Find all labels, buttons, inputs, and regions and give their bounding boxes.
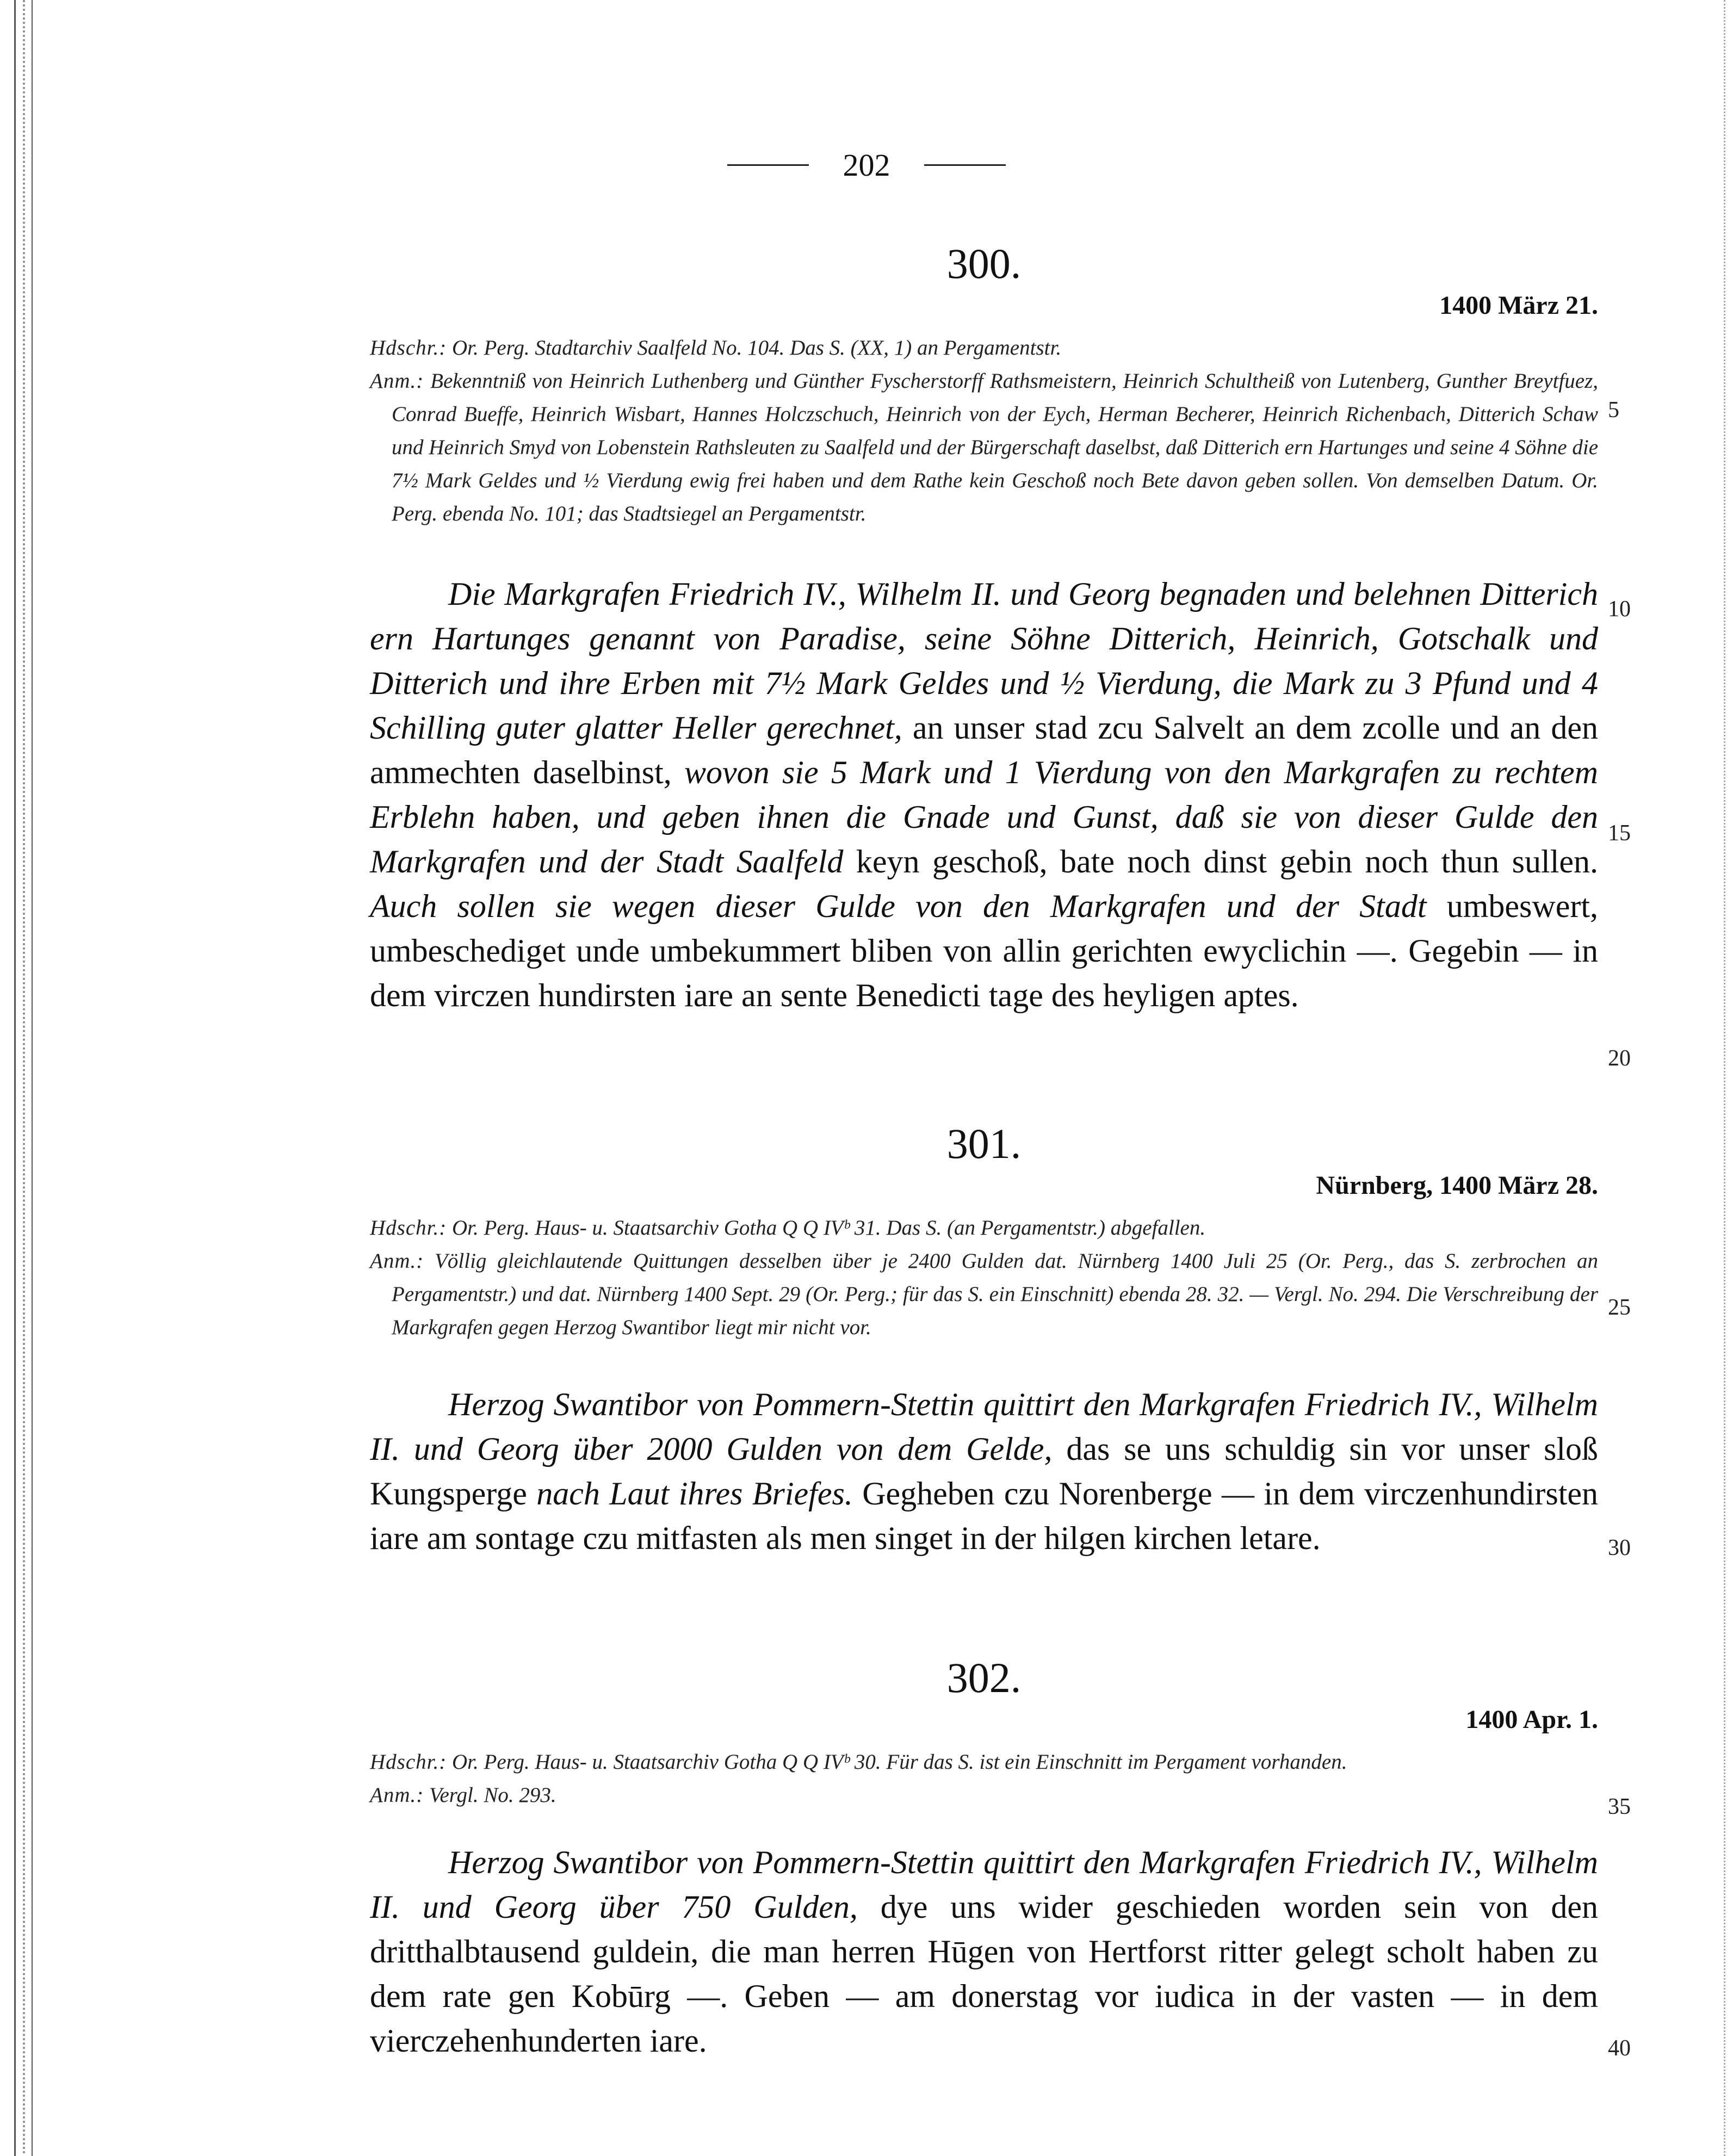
document-notes [370,331,1598,530]
document-text [370,1840,1598,2063]
regest-text: Herzog Swantibor von Pommern-Stettin quittirt den Markgrafen Friedrich IV., Wilhelm II. und Georg über 750 Gulden, [370,1844,1598,1925]
scan-binding-edge [4,0,37,2156]
line-number: 40 [1608,2036,1631,2061]
regest-text: wovon sie 5 Mark und 1 Vierdung von den Markgrafen zu rechtem Erblehn haben, und geben ihnen die Gnade und Gunst, daß sie von dieser Gulde den Markgrafen und der Stadt Saalfeld [370,754,1598,879]
regest-text: Auch sollen sie wegen dieser Gulde von den Markgrafen und der Stadt [370,888,1427,924]
source-text: an unser stad zcu Salvelt an dem zcolle und an den ammechten daselbinst, [370,710,1598,790]
note-text: Vergl. No. 293. [429,1783,556,1807]
source-text: keyn geschoß, bate noch dinst gebin noch thun sullen. [843,844,1598,879]
header-rule-left [727,164,809,166]
note-text: Or. Perg. Stadtarchiv Saalfeld No. 104. Das S. (XX, 1) an Pergamentstr. [452,336,1062,360]
document-number: 300. [946,240,1022,287]
document-text [370,1382,1598,1560]
note-text: Or. Perg. Haus- u. Staatsarchiv Gotha Q Q IVᵇ 31. Das S. (an Pergamentstr.) abgefallen. [452,1216,1206,1240]
line-number: 20 [1608,1046,1631,1071]
annotation-note [370,1779,1598,1812]
note-label: Anm.: [370,369,424,393]
document-301 [370,1119,1598,1560]
document-300 [370,239,1598,1018]
note-text: Völlig gleichlautende Quittungen desselben über je 2400 Gulden dat. Nürnberg 1400 Juli 25 (Or. Perg., das S. zerbrochen an Pergamentstr.) und dat. Nürnberg 1400 Sept. 29 (Or. Perg.; für das S. ein Einschnitt) ebenda 28. 32. — Vergl. No. 294. Die Verschreibung der Markgrafen gegen Herzog Swantibor liegt mir nicht vor. [392,1249,1599,1339]
regest-text: Die Markgrafen Friedrich IV., Wilhelm II. und Georg begnaden und belehnen Ditterich ern Hartunges genannt von Paradise, seine Söhne Ditterich, Heinrich, Gotschalk und Ditterich und ihre Erben mit 7½ Mark Geldes und ½ Vierdung, die Mark zu 3 Pfund und 4 Schilling guter glatter Heller gerechnet, [370,576,1598,746]
document-number: 301. [946,1120,1022,1167]
scan-right-edge [1724,0,1733,2156]
manuscript-note [370,331,1598,364]
note-text: Or. Perg. Haus- u. Staatsarchiv Gotha Q Q IVᵇ 30. Für das S. ist ein Einschnitt im Pergament vorhanden. [452,1750,1347,1774]
line-number: 25 [1608,1295,1631,1320]
manuscript-note [370,1211,1598,1244]
page-number: 202 [843,147,890,183]
note-label: Anm.: [370,1783,424,1807]
document-date: 1400 Apr. 1. [1465,1705,1598,1734]
note-label: Hdschr.: [370,336,447,360]
line-number: 10 [1608,597,1631,622]
document-date: Nürnberg, 1400 März 28. [1316,1171,1598,1200]
note-label: Anm.: [370,1249,424,1273]
note-label: Hdschr.: [370,1750,447,1774]
document-notes [370,1745,1598,1812]
document-notes [370,1211,1598,1344]
document-number: 302. [946,1654,1022,1701]
source-text: dye uns wider geschieden worden sein von den dritthalbtausend guldein, die man herren Hūgen von Hertforst ritter gelegt scholt haben zu dem rate gen Kobūrg —. Geben — am donerstag vor iudica in der vasten — in dem vierczehenhunderten iare. [370,1889,1599,2059]
line-number: 5 [1608,398,1619,423]
source-text: Gegheben czu Norenberge — in dem virczenhundirsten iare am sontage czu mitfasten als men singet in der hilgen kirchen letare. [370,1476,1598,1556]
header-rule-right [924,164,1006,166]
line-number: 15 [1608,821,1631,846]
annotation-note [370,364,1598,530]
line-number: 35 [1608,1794,1631,1819]
page-header [0,144,1733,183]
document-date: 1400 März 21. [1439,291,1598,320]
note-label: Hdschr.: [370,1216,447,1240]
regest-text: Herzog Swantibor von Pommern-Stettin quittirt den Markgrafen Friedrich IV., Wilhelm II. und Georg über 2000 Gulden von dem Gelde, [370,1386,1598,1467]
manuscript-note [370,1745,1598,1779]
note-text: Bekenntniß von Heinrich Luthenberg und Günther Fyscherstorff Rathsmeistern, Heinrich Schultheiß von Lutenberg, Gunther Breytfuez, Conrad Bueffe, Heinrich Wisbart, Hannes Holczschuch, Heinrich von der Eych, Herman Becherer, Heinrich Richenbach, Ditterich Schaw und Heinrich Smyd von Lobenstein Rathsleuten zu Saalfeld und der Bürgerschaft daselbst, daß Ditterich ern Hartunges und seine 4 Söhne die 7½ Mark Geldes und ½ Vierdung ewig frei haben und dem Rathe kein Geschoß noch Bete davon geben sollen. Von demselben Datum. Or. Perg. ebenda No. 101; das Stadtsiegel an Pergamentstr. [392,369,1599,525]
document-text [370,572,1598,1018]
source-text: das se uns schuldig sin vor unser sloß Kungsperge [370,1431,1598,1511]
document-302 [370,1653,1598,2063]
annotation-note [370,1244,1598,1344]
line-number: 30 [1608,1535,1631,1560]
source-text: umbeswert, umbeschediget unde umbekummert bliben von allin gerichten ewyclichin —. Gegebin — in dem virczen hundirsten iare an sente Benedicti tage des heyligen aptes. [370,888,1598,1013]
regest-text: nach Laut ihres Briefes. [536,1476,853,1511]
